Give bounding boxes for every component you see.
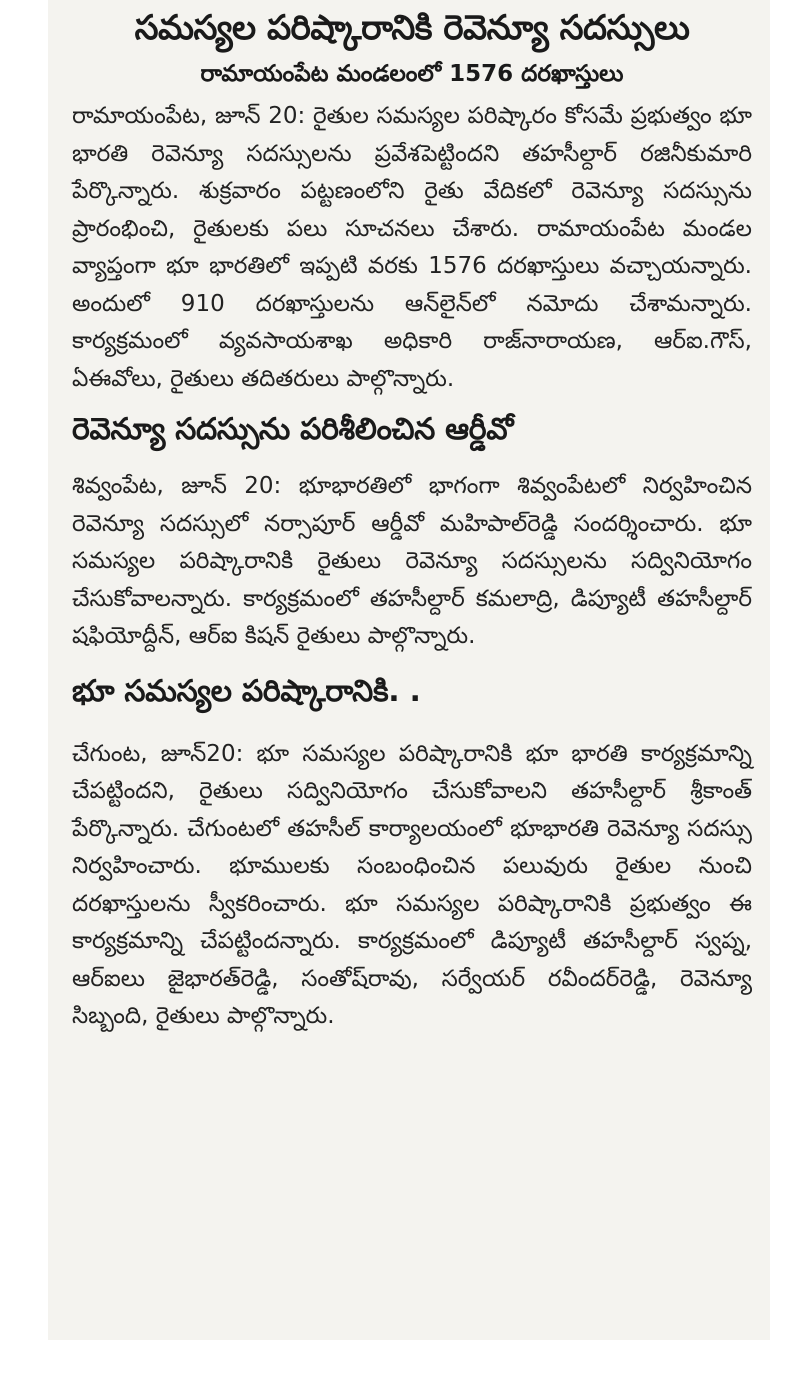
story-body: శివ్వంపేట, జూన్ 20: భూభారతిలో భాగంగా శివ్వంపేటలో నిర్వహించిన రెవెన్యూ సదస్సులో నర్సాపూర్ ఆర్డీవో మహిపాల్‌రెడ్డి సందర్శించారు. భూ సమస్యల పరిష్కారానికి రైతులు రెవెన్యూ సదస్సులను సద్వినియోగం చేసుకోవాలన్నారు. కార్యక్రమంలో తహసీల్దార్ కమలాద్రి, డిప్యూటీ తహసీల్దార్ షఫియోద్దీన్, ఆర్ఐ కిషన్ రైతులు పాల్గొన్నారు.: [72, 473, 752, 649]
story-shivvampet: [72, 408, 752, 656]
newspaper-clipping: [48, 0, 770, 1340]
story-body: చేగుంట, జూన్20: భూ సమస్యల పరిష్కారానికి భూ భారతి కార్యక్రమాన్ని చేపట్టిందని, రైతులు సద్వినియోగం చేసుకోవాలని తహసీల్దార్ శ్రీకాంత్ పేర్కొన్నారు. చేగుంటలో తహసీల్ కార్యాలయంలో భూభారతి రెవెన్యూ సదస్సు నిర్వహించారు. భూములకు సంబంధించిన పలువురు రైతుల నుంచి దరఖాస్తులను స్వీకరించారు. భూ సమస్యల పరిష్కారానికి ప్రభుత్వం ఈ కార్యక్రమాన్ని చేపట్టిందన్నారు. కార్యక్రమంలో డిప్యూటీ తహసీల్దార్ స్వప్న, ఆర్ఐలు జైభారత్‌రెడ్డి, సంతోష్‌రావు, సర్వేయర్ రవీందర్‌రెడ్డి, రెవెన్యూ సిబ్బంది, రైతులు పాల్గొన్నారు.: [72, 740, 752, 1029]
story-title: రెవెన్యూ సదస్సును పరిశీలించిన ఆర్డీవో: [72, 412, 514, 447]
story-body: రామాయంపేట, జూన్ 20: రైతుల సమస్యల పరిష్కారం కోసమే ప్రభుత్వం భూ భారతి రెవెన్యూ సదస్సులను ప్రవేశపెట్టిందని తహసీల్దార్ రజినీకుమారి పేర్కొన్నారు. శుక్రవారం పట్టణంలోని రైతు వేదికలో రెవెన్యూ సదస్సును ప్రారంభించి, రైతులకు పలు సూచనలు చేశారు. రామాయంపేట మండల వ్యాప్తంగా భూ భారతిలో ఇప్పటి వరకు 1576 దరఖాస్తులు వచ్చాయన్నారు. అందులో 910 దరఖాస్తులను ఆన్‌లైన్‌లో నమోదు చేశామన్నారు. కార్యక్రమంలో వ్యవసాయశాఖ అధికారి రాజ్‌నారాయణ, ఆర్ఐ.గౌస్, ఏఈవోలు, రైతులు తదితరులు పాల్గొన్నారు.: [72, 103, 752, 392]
story-chegunta: [72, 670, 752, 1036]
headline: సమస్యల పరిష్కారానికి రెవెన్యూ సదస్సులు: [134, 8, 690, 48]
subheadline: రామాయంపేట మండలంలో 1576 దరఖాస్తులు: [200, 61, 624, 87]
story-ramayampet: [72, 98, 752, 398]
story-title: భూ సమస్యల పరిష్కారానికి. .: [72, 673, 421, 709]
